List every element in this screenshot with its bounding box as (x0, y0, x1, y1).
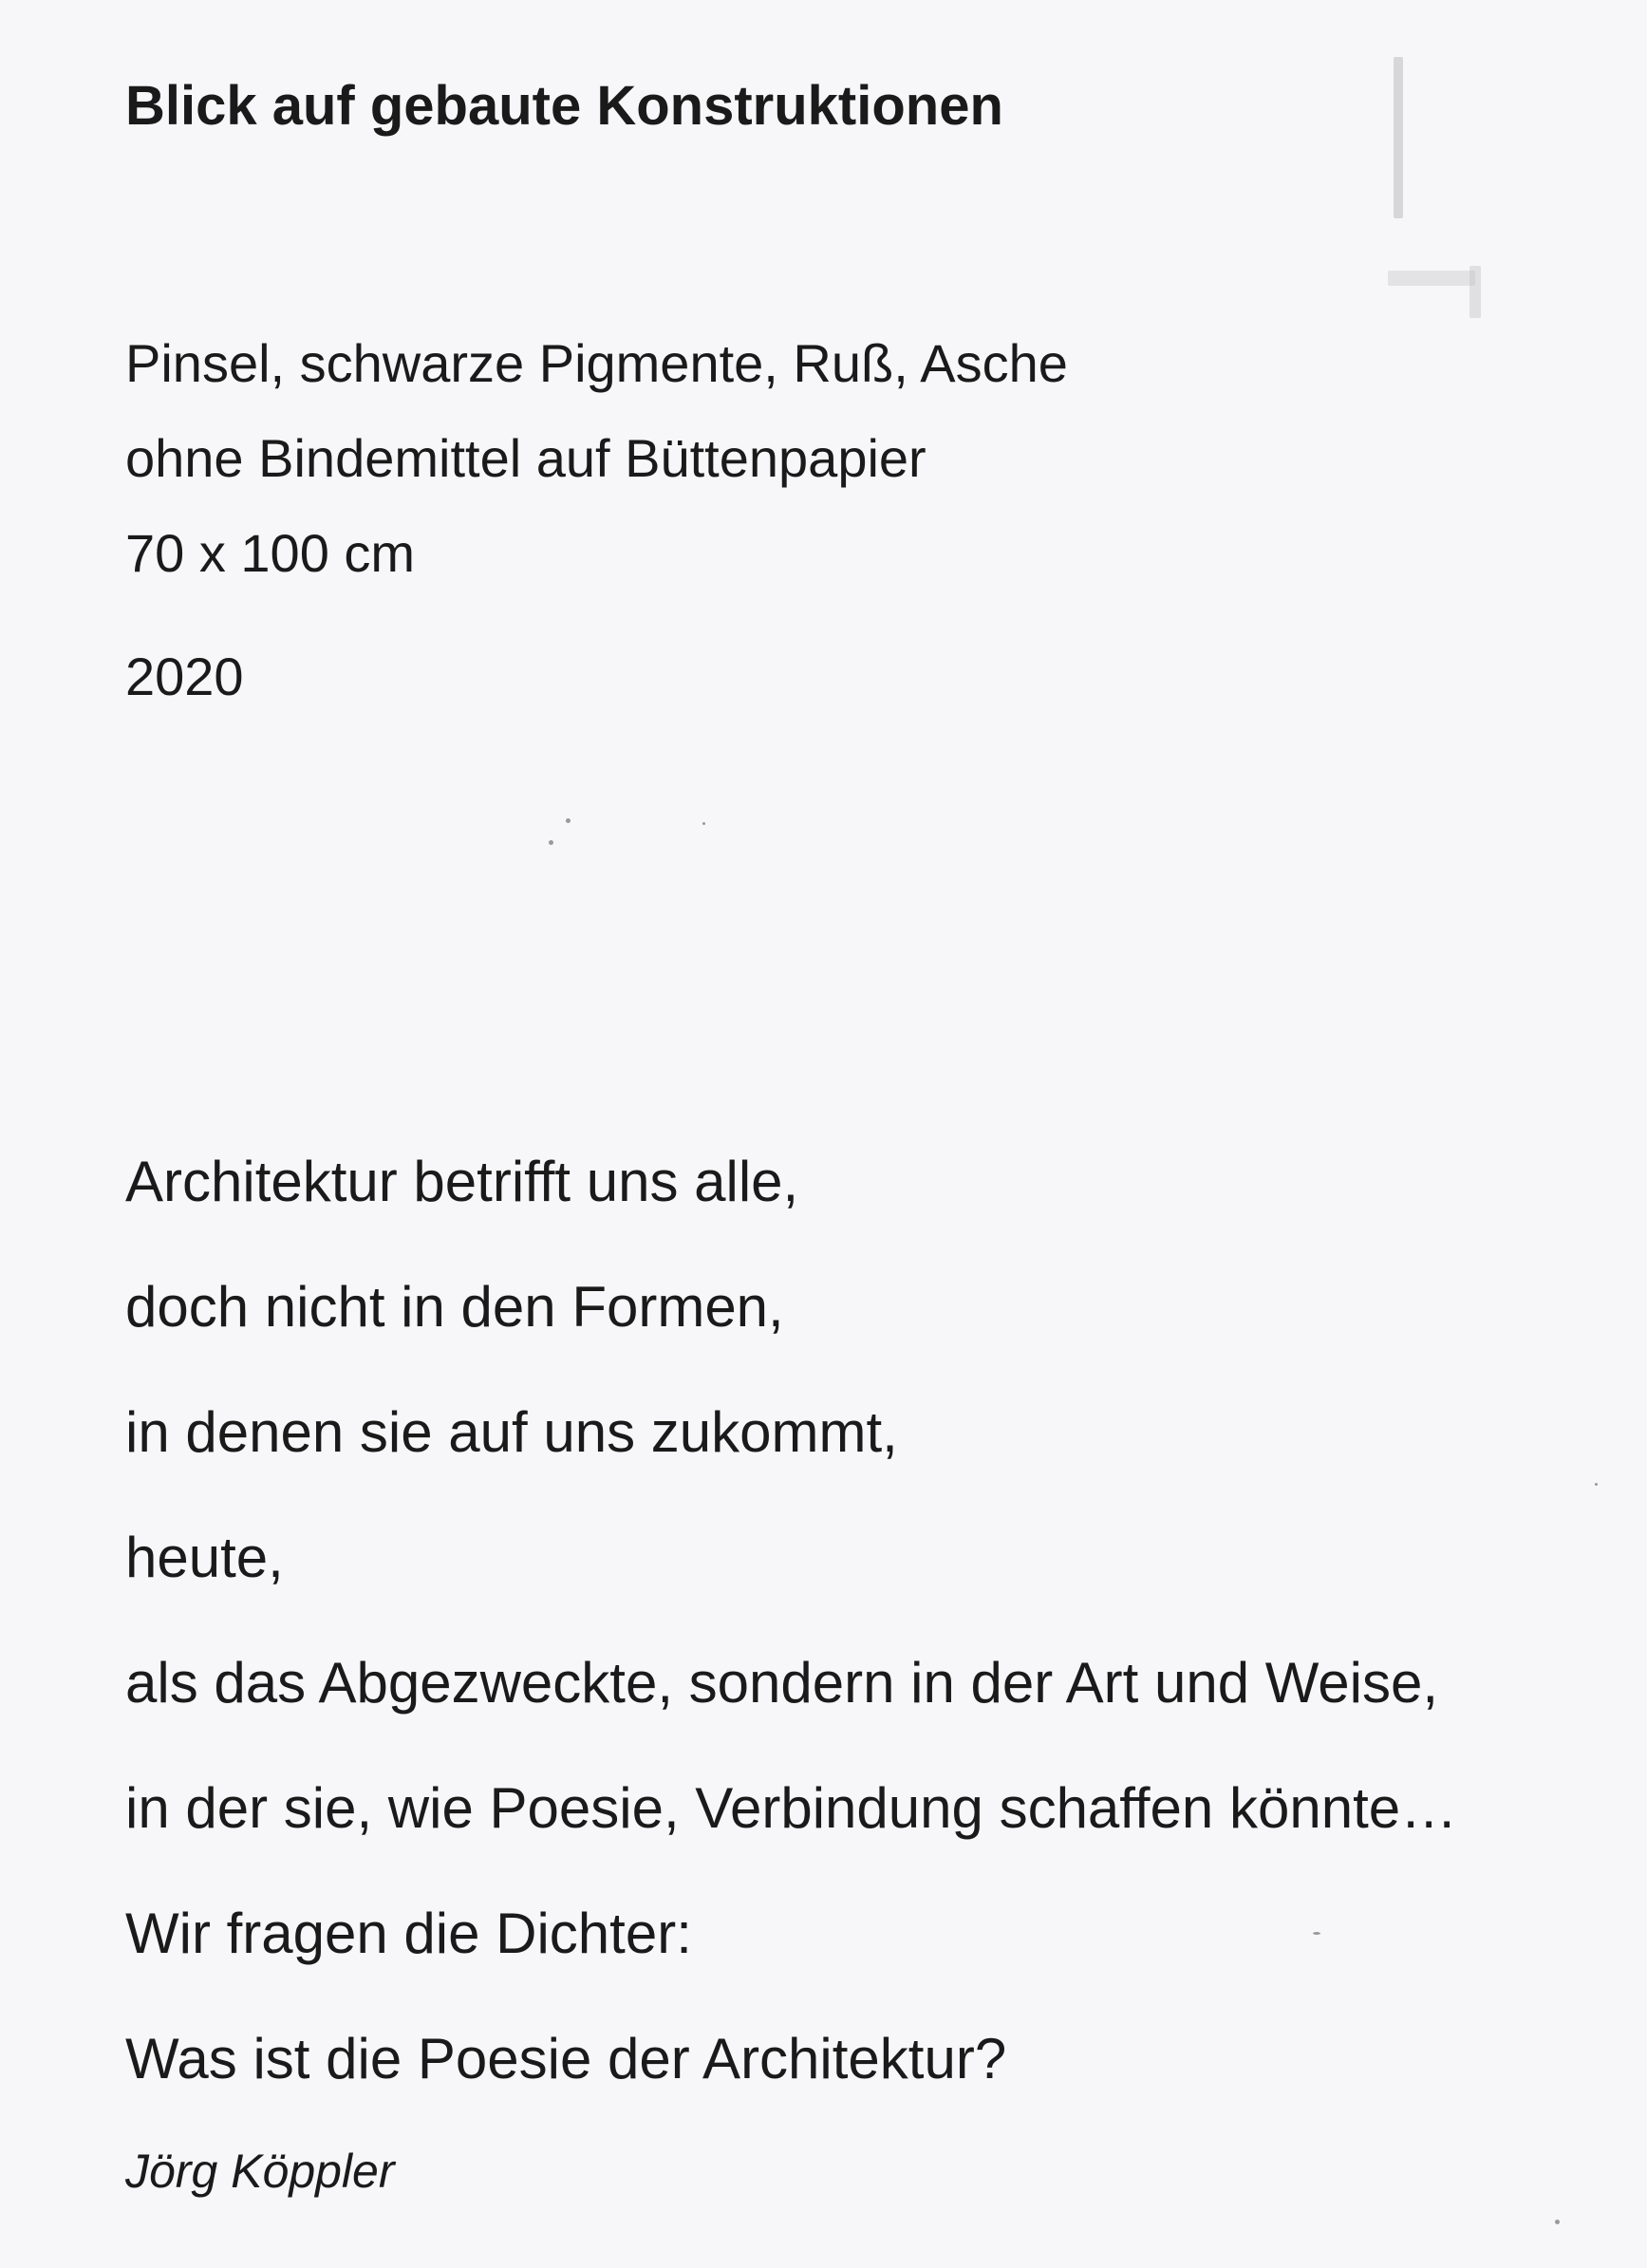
scan-speck (566, 818, 571, 823)
poem-line-3: in denen sie auf uns zukommt, (125, 1400, 898, 1464)
author-signature: Jörg Köppler (125, 2145, 395, 2198)
poem-line-1: Architektur betrifft uns alle, (125, 1150, 799, 1213)
document-title: Blick auf gebaute Konstruktionen (125, 75, 1003, 137)
poem-line-5: als das Abgezweckte, sondern in der Art und Weise, (125, 1651, 1439, 1715)
dimensions-line: 70 x 100 cm (125, 523, 416, 583)
medium-line-1: Pinsel, schwarze Pigmente, Ruß, Asche (125, 333, 1068, 393)
poem-line-7: Wir fragen die Dichter: (125, 1902, 692, 1965)
scan-speck (549, 840, 553, 845)
medium-line-2: ohne Bindemittel auf Büttenpapier (125, 428, 926, 488)
scan-smudge (1388, 271, 1475, 286)
poem-line-8: Was ist die Poesie der Architektur? (125, 2027, 1007, 2090)
scan-smudge (1469, 266, 1481, 318)
poem-line-4: heute, (125, 1526, 284, 1589)
year-line: 2020 (125, 647, 244, 706)
scan-speck (1313, 1932, 1320, 1935)
poem-line-2: doch nicht in den Formen, (125, 1275, 784, 1339)
scan-smudge (1394, 57, 1403, 218)
scan-speck (702, 822, 705, 825)
poem-line-6: in der sie, wie Poesie, Verbindung schaffen könnte… (125, 1776, 1458, 1840)
scan-speck (1595, 1483, 1598, 1486)
scan-speck (1555, 2220, 1560, 2224)
